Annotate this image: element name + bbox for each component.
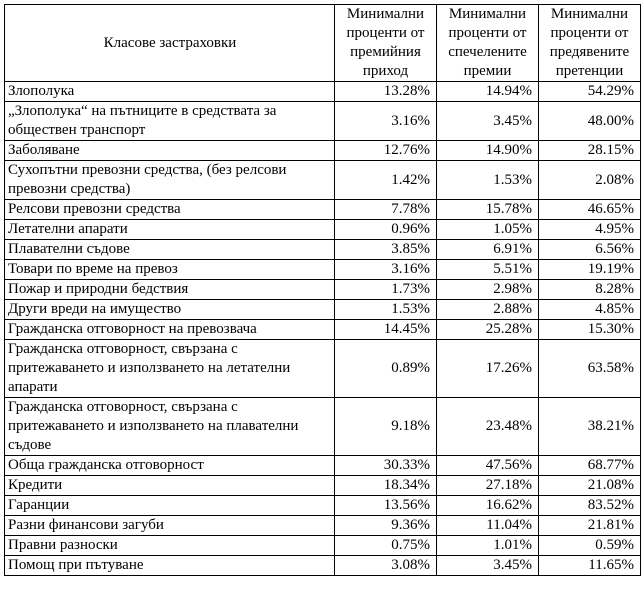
header-insurance-classes: Класове застраховки [5, 5, 335, 82]
table-row [5, 240, 641, 260]
row-premium-income: 9.36% [335, 516, 437, 536]
table-row [5, 141, 641, 161]
row-premium-income: 3.08% [335, 556, 437, 576]
row-earned-premiums: 27.18% [437, 476, 539, 496]
row-premium-income: 30.33% [335, 456, 437, 476]
row-claims: 8.28% [539, 280, 641, 300]
table-row [5, 398, 641, 456]
row-earned-premiums: 47.56% [437, 456, 539, 476]
table-row [5, 476, 641, 496]
table-row [5, 496, 641, 516]
row-class-name: Кредити [5, 476, 335, 496]
row-earned-premiums: 14.94% [437, 82, 539, 102]
row-class-name: Гаранции [5, 496, 335, 516]
row-claims: 15.30% [539, 320, 641, 340]
row-premium-income: 9.18% [335, 398, 437, 456]
table-row [5, 280, 641, 300]
row-earned-premiums: 23.48% [437, 398, 539, 456]
header-min-earned-premiums: Минимални проценти от спечелените премии [437, 5, 539, 82]
row-claims: 4.95% [539, 220, 641, 240]
row-earned-premiums: 6.91% [437, 240, 539, 260]
table-row [5, 456, 641, 476]
row-class-name: Пожар и природни бедствия [5, 280, 335, 300]
table-row [5, 516, 641, 536]
row-earned-premiums: 15.78% [437, 200, 539, 220]
table-row [5, 340, 641, 398]
row-class-name: Помощ при пътуване [5, 556, 335, 576]
header-min-premium-income: Минимални проценти от премийния приход [335, 5, 437, 82]
table-body [5, 82, 641, 576]
row-claims: 2.08% [539, 161, 641, 200]
row-claims: 54.29% [539, 82, 641, 102]
row-premium-income: 12.76% [335, 141, 437, 161]
row-premium-income: 1.42% [335, 161, 437, 200]
row-class-name: Гражданска отговорност, свързана с притежаването и използването на летателни апарати [5, 340, 335, 398]
row-class-name: Релсови превозни средства [5, 200, 335, 220]
row-premium-income: 3.85% [335, 240, 437, 260]
row-earned-premiums: 3.45% [437, 102, 539, 141]
row-class-name: Разни финансови загуби [5, 516, 335, 536]
table-row [5, 102, 641, 141]
row-claims: 63.58% [539, 340, 641, 398]
row-earned-premiums: 3.45% [437, 556, 539, 576]
row-claims: 68.77% [539, 456, 641, 476]
row-class-name: Гражданска отговорност на превозвача [5, 320, 335, 340]
row-premium-income: 7.78% [335, 200, 437, 220]
insurance-classes-table [4, 4, 641, 576]
row-class-name: Злополука [5, 82, 335, 102]
row-earned-premiums: 1.05% [437, 220, 539, 240]
row-claims: 4.85% [539, 300, 641, 320]
row-premium-income: 3.16% [335, 102, 437, 141]
row-claims: 21.08% [539, 476, 641, 496]
table-header-row [5, 5, 641, 82]
row-claims: 19.19% [539, 260, 641, 280]
table-row [5, 200, 641, 220]
row-claims: 6.56% [539, 240, 641, 260]
table-row [5, 161, 641, 200]
row-premium-income: 0.89% [335, 340, 437, 398]
table-row [5, 260, 641, 280]
row-class-name: Правни разноски [5, 536, 335, 556]
table-row [5, 320, 641, 340]
row-class-name: „Злополука“ на пътниците в средствата за обществен транспорт [5, 102, 335, 141]
row-class-name: Обща гражданска отговорност [5, 456, 335, 476]
row-claims: 0.59% [539, 536, 641, 556]
row-class-name: Плавателни съдове [5, 240, 335, 260]
row-premium-income: 0.75% [335, 536, 437, 556]
row-premium-income: 14.45% [335, 320, 437, 340]
row-premium-income: 13.28% [335, 82, 437, 102]
row-premium-income: 1.73% [335, 280, 437, 300]
row-earned-premiums: 1.01% [437, 536, 539, 556]
row-premium-income: 1.53% [335, 300, 437, 320]
row-earned-premiums: 11.04% [437, 516, 539, 536]
row-earned-premiums: 25.28% [437, 320, 539, 340]
row-claims: 38.21% [539, 398, 641, 456]
row-claims: 28.15% [539, 141, 641, 161]
table-row [5, 300, 641, 320]
row-class-name: Летателни апарати [5, 220, 335, 240]
row-class-name: Други вреди на имущество [5, 300, 335, 320]
row-claims: 46.65% [539, 200, 641, 220]
row-earned-premiums: 1.53% [437, 161, 539, 200]
row-earned-premiums: 5.51% [437, 260, 539, 280]
row-premium-income: 18.34% [335, 476, 437, 496]
row-earned-premiums: 14.90% [437, 141, 539, 161]
table-row [5, 536, 641, 556]
row-claims: 48.00% [539, 102, 641, 141]
row-claims: 83.52% [539, 496, 641, 516]
row-earned-premiums: 17.26% [437, 340, 539, 398]
table-row [5, 82, 641, 102]
row-earned-premiums: 2.98% [437, 280, 539, 300]
row-premium-income: 3.16% [335, 260, 437, 280]
table-row [5, 220, 641, 240]
row-class-name: Сухопътни превозни средства, (без релсови превозни средства) [5, 161, 335, 200]
row-claims: 11.65% [539, 556, 641, 576]
header-min-claims: Минимални проценти от предявените претенции [539, 5, 641, 82]
table-row [5, 556, 641, 576]
row-class-name: Гражданска отговорност, свързана с притежаването и използването на плавателни съдове [5, 398, 335, 456]
row-claims: 21.81% [539, 516, 641, 536]
row-class-name: Товари по време на превоз [5, 260, 335, 280]
row-earned-premiums: 16.62% [437, 496, 539, 516]
row-class-name: Заболяване [5, 141, 335, 161]
row-premium-income: 13.56% [335, 496, 437, 516]
row-earned-premiums: 2.88% [437, 300, 539, 320]
row-premium-income: 0.96% [335, 220, 437, 240]
